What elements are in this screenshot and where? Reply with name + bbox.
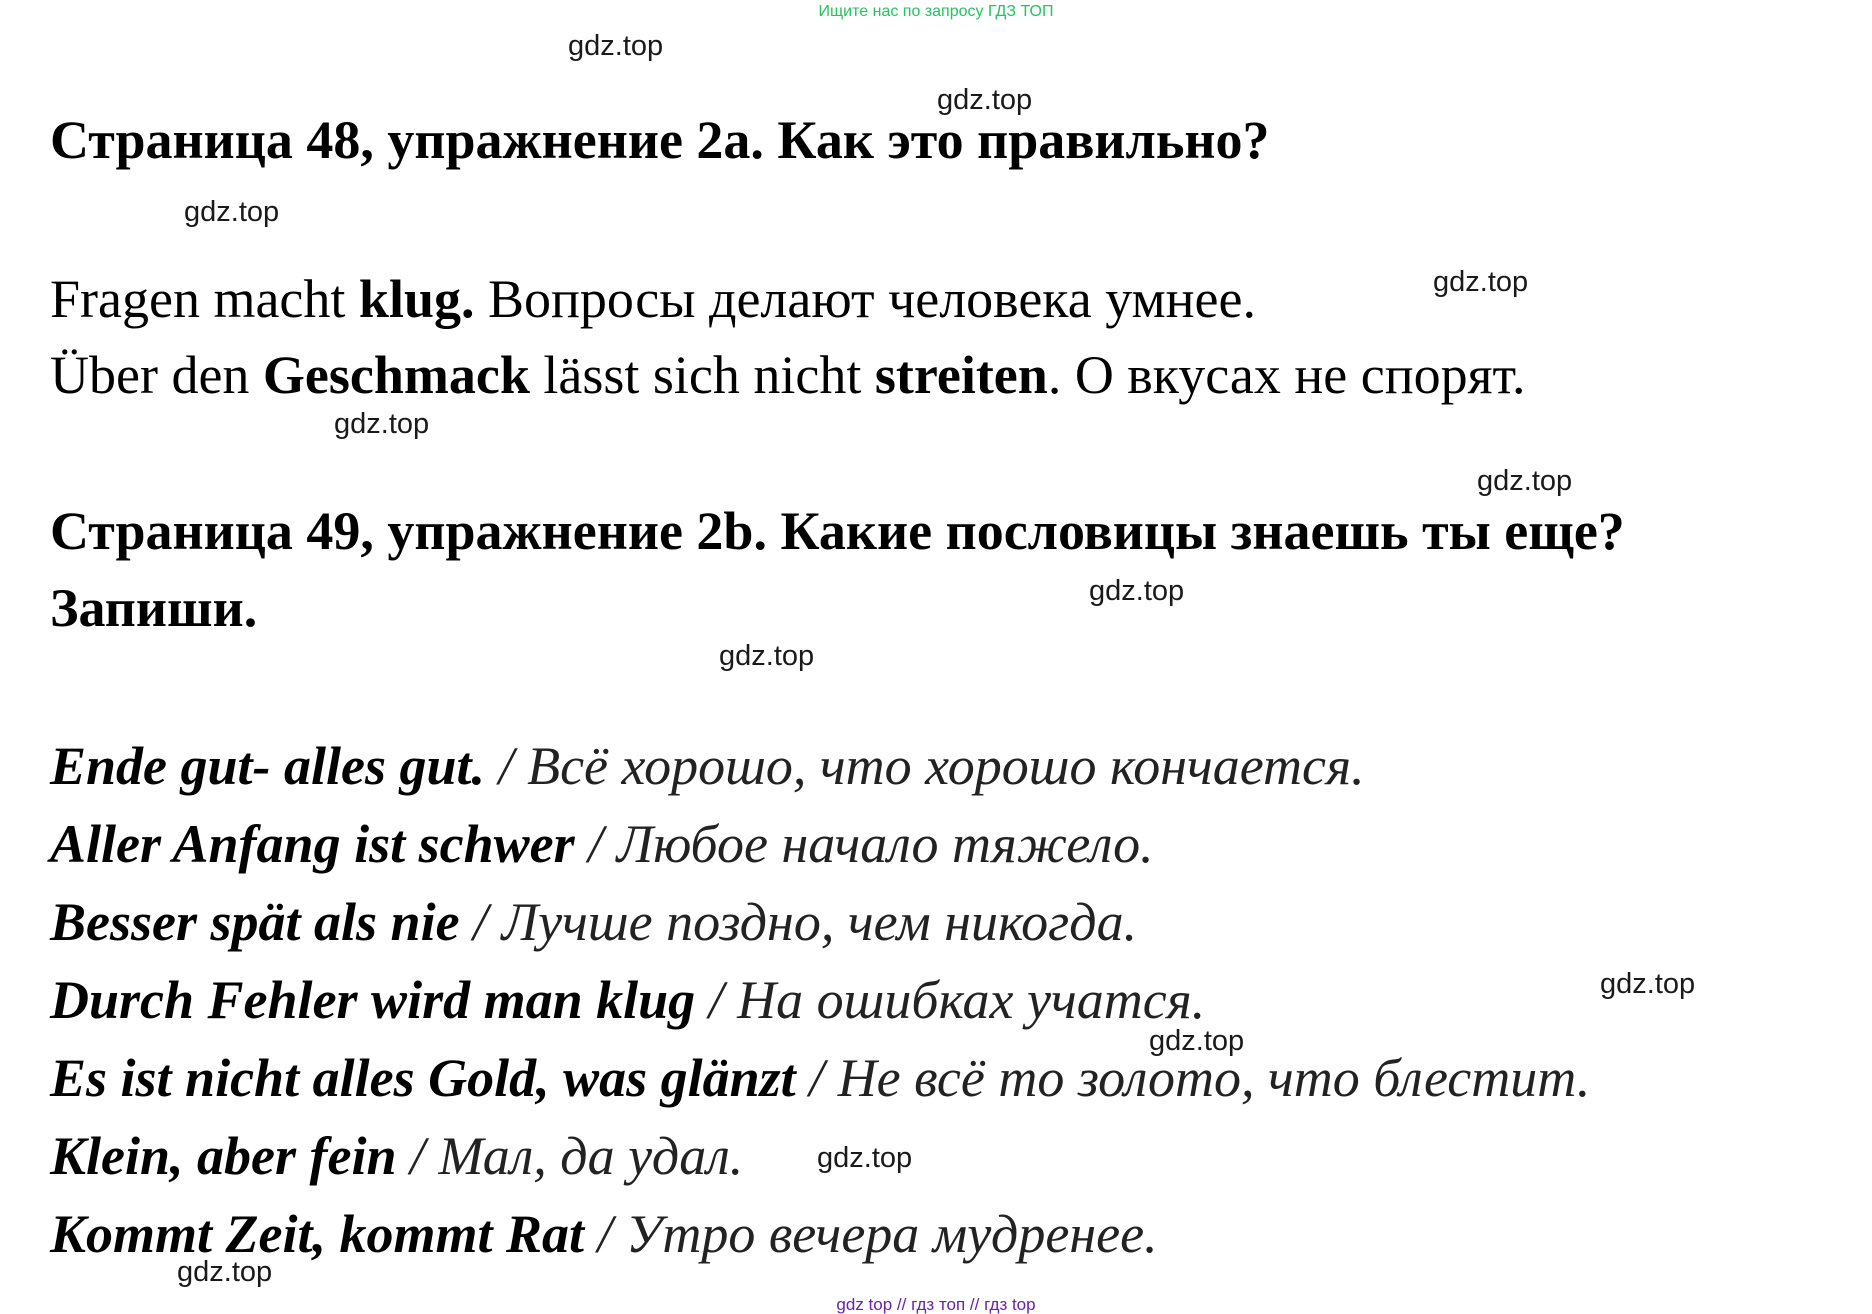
section2-heading-continued: Запиши. <box>50 578 258 638</box>
sentence-line: Über den Geschmack lässt sich nicht streiten. О вкусах не спорят. <box>50 345 1526 405</box>
proverb-item: Ende gut- alles gut. / Всё хорошо, что хорошо кончается. <box>50 736 1365 796</box>
proverb-item: Klein, aber fein / Мал, да удал. <box>50 1126 744 1186</box>
footer-links[interactable]: gdz top // гдз топ // гдз top <box>836 1295 1036 1314</box>
watermark: gdz.top <box>334 408 430 440</box>
watermark: gdz.top <box>937 84 1033 116</box>
section1-heading: Страница 48, упражнение 2a. Как это правильно? <box>50 110 1270 170</box>
watermark: gdz.top <box>1433 266 1529 298</box>
proverb-item: Aller Anfang ist schwer / Любое начало тяжело. <box>50 814 1154 874</box>
section2-heading: Страница 49, упражнение 2b. Какие пословицы знаешь ты еще? <box>50 501 1625 561</box>
proverb-item: Besser spät als nie / Лучше поздно, чем никогда. <box>50 892 1138 952</box>
top-banner[interactable]: Ищите нас по запросу ГДЗ ТОП <box>818 3 1054 20</box>
watermark: gdz.top <box>817 1142 913 1174</box>
watermark: gdz.top <box>1600 968 1696 1000</box>
watermark: gdz.top <box>184 196 280 228</box>
watermark: gdz.top <box>568 30 664 62</box>
watermark: gdz.top <box>1149 1025 1245 1057</box>
watermark: gdz.top <box>177 1256 273 1288</box>
sentence-line: Fragen macht klug. Вопросы делают человека умнее. <box>50 269 1256 329</box>
proverb-item: Durch Fehler wird man klug / На ошибках учатся. <box>50 970 1206 1030</box>
proverb-item: Kommt Zeit, kommt Rat / Утро вечера мудренее. <box>50 1204 1158 1264</box>
proverb-item: Es ist nicht alles Gold, was glänzt / Не всё то золото, что блестит. <box>50 1048 1591 1108</box>
watermark: gdz.top <box>719 640 815 672</box>
watermark: gdz.top <box>1477 465 1573 497</box>
watermark: gdz.top <box>1089 575 1185 607</box>
